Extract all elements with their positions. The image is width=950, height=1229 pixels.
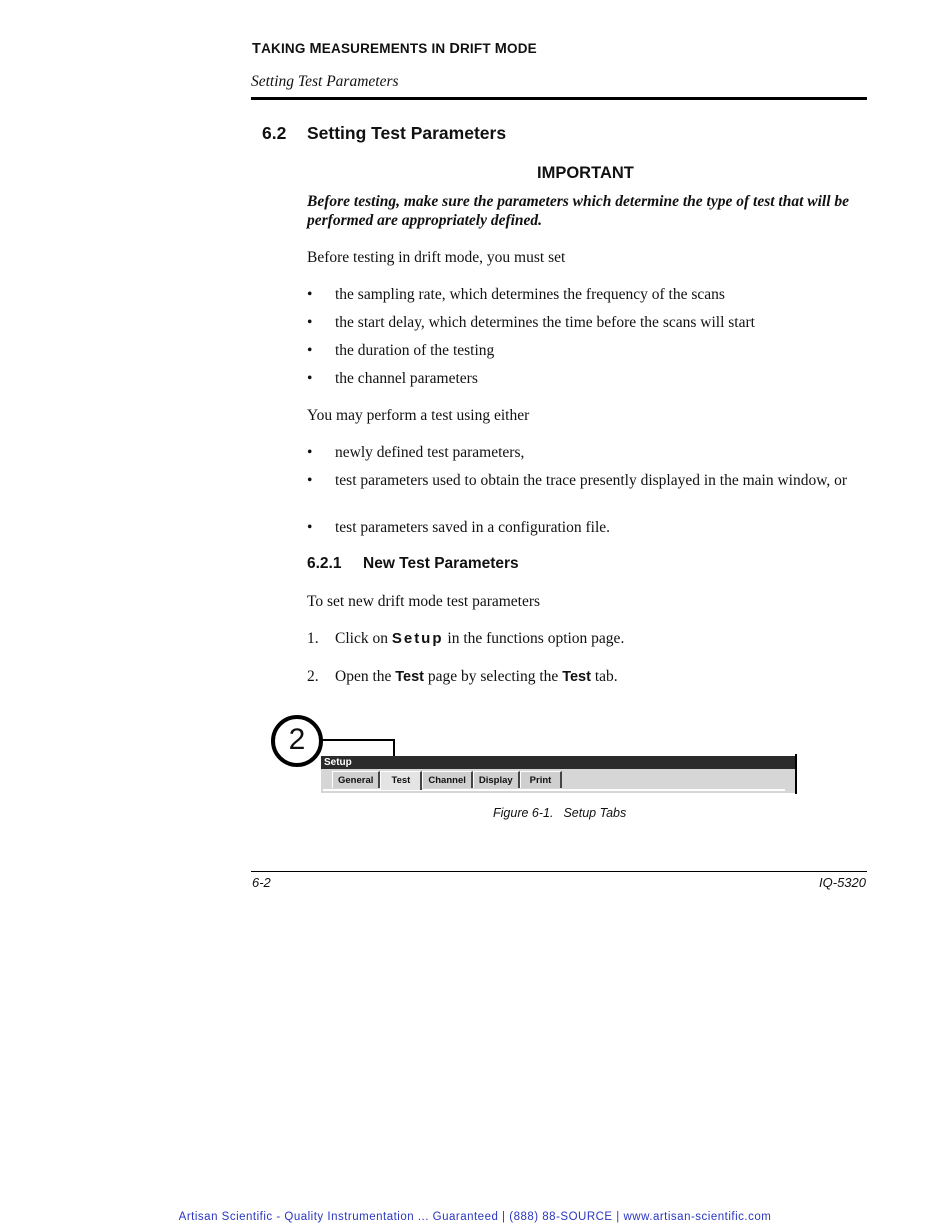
figure-caption-text: Setup Tabs bbox=[563, 806, 627, 820]
running-head-rest-1: AKING bbox=[261, 41, 310, 56]
running-head-rest-4: ODE bbox=[507, 41, 537, 56]
important-text: Before testing, make sure the parameters which determine the type of test that will be performed are appropriately defined. bbox=[307, 193, 850, 229]
bullet-glyph: • bbox=[307, 314, 313, 331]
list-item-text: the start delay, which determines the time before the scans will start bbox=[335, 314, 755, 331]
step-text-post: in the functions option page. bbox=[443, 630, 625, 647]
page-number: 6-2 bbox=[252, 875, 271, 890]
bullet-glyph: • bbox=[307, 444, 313, 461]
ui-term-test-tab: Test bbox=[562, 669, 591, 685]
list-item-text: test parameters saved in a configuration file. bbox=[335, 519, 611, 536]
section-title bbox=[262, 123, 506, 144]
tab-display[interactable]: Display bbox=[473, 771, 520, 788]
callout-leader-horizontal bbox=[319, 739, 394, 741]
step-text-pre: Open the bbox=[335, 668, 396, 685]
step-text bbox=[335, 667, 867, 687]
running-head-cap-4: M bbox=[494, 41, 508, 57]
tab-test[interactable]: Test bbox=[380, 771, 422, 790]
list-item-text: test parameters used to obtain the trace presently displayed in the main window, or bbox=[335, 472, 848, 489]
figure-caption bbox=[493, 806, 626, 820]
list-item-text: the duration of the testing bbox=[335, 342, 495, 359]
tab-general[interactable]: General bbox=[332, 771, 380, 788]
running-head-rest-3: RIFT bbox=[459, 41, 495, 56]
subsection-title-text: New Test Parameters bbox=[363, 555, 519, 572]
running-head-cap-3: D bbox=[449, 41, 460, 57]
list-item-text: the sampling rate, which determines the frequency of the scans bbox=[335, 286, 725, 303]
running-head-cap-1: T bbox=[252, 41, 262, 57]
intro-paragraph-1: Before testing in drift mode, you must set bbox=[307, 249, 566, 266]
bullet-glyph: • bbox=[307, 519, 313, 536]
running-subhead: Setting Test Parameters bbox=[251, 73, 399, 90]
ui-term-test: Test bbox=[395, 669, 425, 685]
list-item-text: the channel parameters bbox=[335, 370, 478, 387]
document-id: IQ-5320 bbox=[819, 875, 866, 890]
ui-term-setup: Setup bbox=[391, 630, 444, 647]
step-text bbox=[335, 629, 867, 648]
callout-number: 2 bbox=[288, 723, 306, 756]
intro-paragraph-2: You may perform a test using either bbox=[307, 407, 530, 424]
bullet-glyph: • bbox=[307, 342, 313, 359]
section-number: 6.2 bbox=[262, 123, 287, 143]
step-text-pre: Click on bbox=[335, 630, 392, 647]
step-number: 1. bbox=[307, 630, 319, 647]
subsection-number: 6.2.1 bbox=[307, 555, 342, 572]
header-rule bbox=[251, 97, 867, 100]
bullet-glyph: • bbox=[307, 286, 313, 303]
step-number: 2. bbox=[307, 668, 319, 685]
vendor-footer: Artisan Scientific - Quality Instrumentation ... Guaranteed | (888) 88-SOURCE | www.artisan-scientific.com bbox=[178, 1211, 772, 1223]
figure-caption-label: Figure 6-1. bbox=[493, 806, 554, 820]
running-head-rest-2: EASUREMENTS IN bbox=[321, 41, 450, 56]
tab-print[interactable]: Print bbox=[520, 771, 563, 788]
bullet-glyph: • bbox=[307, 472, 313, 489]
running-head-cap-2: M bbox=[309, 41, 322, 57]
running-head bbox=[252, 41, 537, 57]
section-title-text: Setting Test Parameters bbox=[307, 123, 507, 143]
important-heading: IMPORTANT bbox=[537, 164, 634, 182]
step-text-mid: page by selecting the bbox=[424, 668, 563, 685]
setup-tab-bar bbox=[332, 771, 562, 789]
step-text-post: tab. bbox=[590, 668, 618, 685]
list-item-text: newly defined test parameters, bbox=[335, 444, 525, 461]
tab-channel[interactable]: Channel bbox=[422, 771, 472, 788]
bullet-glyph: • bbox=[307, 370, 313, 387]
subsection-title bbox=[307, 555, 519, 573]
intro-paragraph-3: To set new drift mode test parameters bbox=[307, 593, 541, 610]
window-right-edge bbox=[795, 754, 797, 794]
setup-window-title: Setup bbox=[321, 756, 795, 769]
footer-rule bbox=[251, 871, 867, 872]
